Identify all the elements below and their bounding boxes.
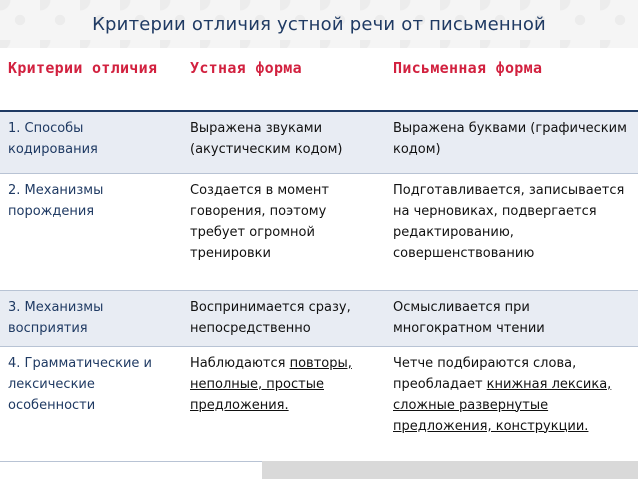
oral-cell: Выражена звуками (акустическим кодом) [190, 121, 343, 157]
oral-underlined-text: повторы, неполные, простые предложения. [190, 355, 352, 413]
written-cell: Выражена буквами (графическим кодом) [393, 121, 627, 157]
bottom-bar [262, 461, 638, 479]
written-cell: Подготавливается, записывается на черновиках, подвергается редактированию, совершенствованию [393, 182, 625, 261]
written-underlined-text: книжная лексика, сложные развернутые предложения, конструкции. [393, 376, 612, 434]
criterion-cell: 1. Способы кодирования [8, 121, 98, 157]
comparison-table-container [0, 48, 638, 479]
criterion-cell: 2. Механизмы порождения [8, 182, 104, 219]
oral-text: Наблюдаются [190, 355, 286, 371]
oral-cell: Воспринимается сразу, непосредственно [190, 299, 351, 336]
header-criteria: Критерии отличия [0, 48, 182, 111]
oral-cell: Создается в момент говорения, поэтому требует огромной тренировки [190, 182, 330, 261]
table-row [0, 173, 638, 290]
table-row [0, 346, 638, 461]
table-row [0, 111, 638, 173]
criterion-cell: 4. Грамматические и лексические особенности [8, 355, 152, 413]
header-written: Письменная форма [385, 48, 638, 111]
table-header-row [0, 48, 638, 111]
written-cell: Осмысливается при многократном чтении [393, 299, 545, 336]
oral-cell [182, 346, 385, 461]
written-cell [385, 346, 638, 461]
written-text: Четче подбираются слова, преобладает [393, 355, 577, 392]
header-oral: Устная форма [182, 48, 385, 111]
slide-title: Критерии отличия устной речи от письменной [92, 14, 546, 35]
comparison-table [0, 48, 638, 462]
criterion-cell: 3. Механизмы восприятия [8, 299, 104, 336]
table-row [0, 290, 638, 346]
